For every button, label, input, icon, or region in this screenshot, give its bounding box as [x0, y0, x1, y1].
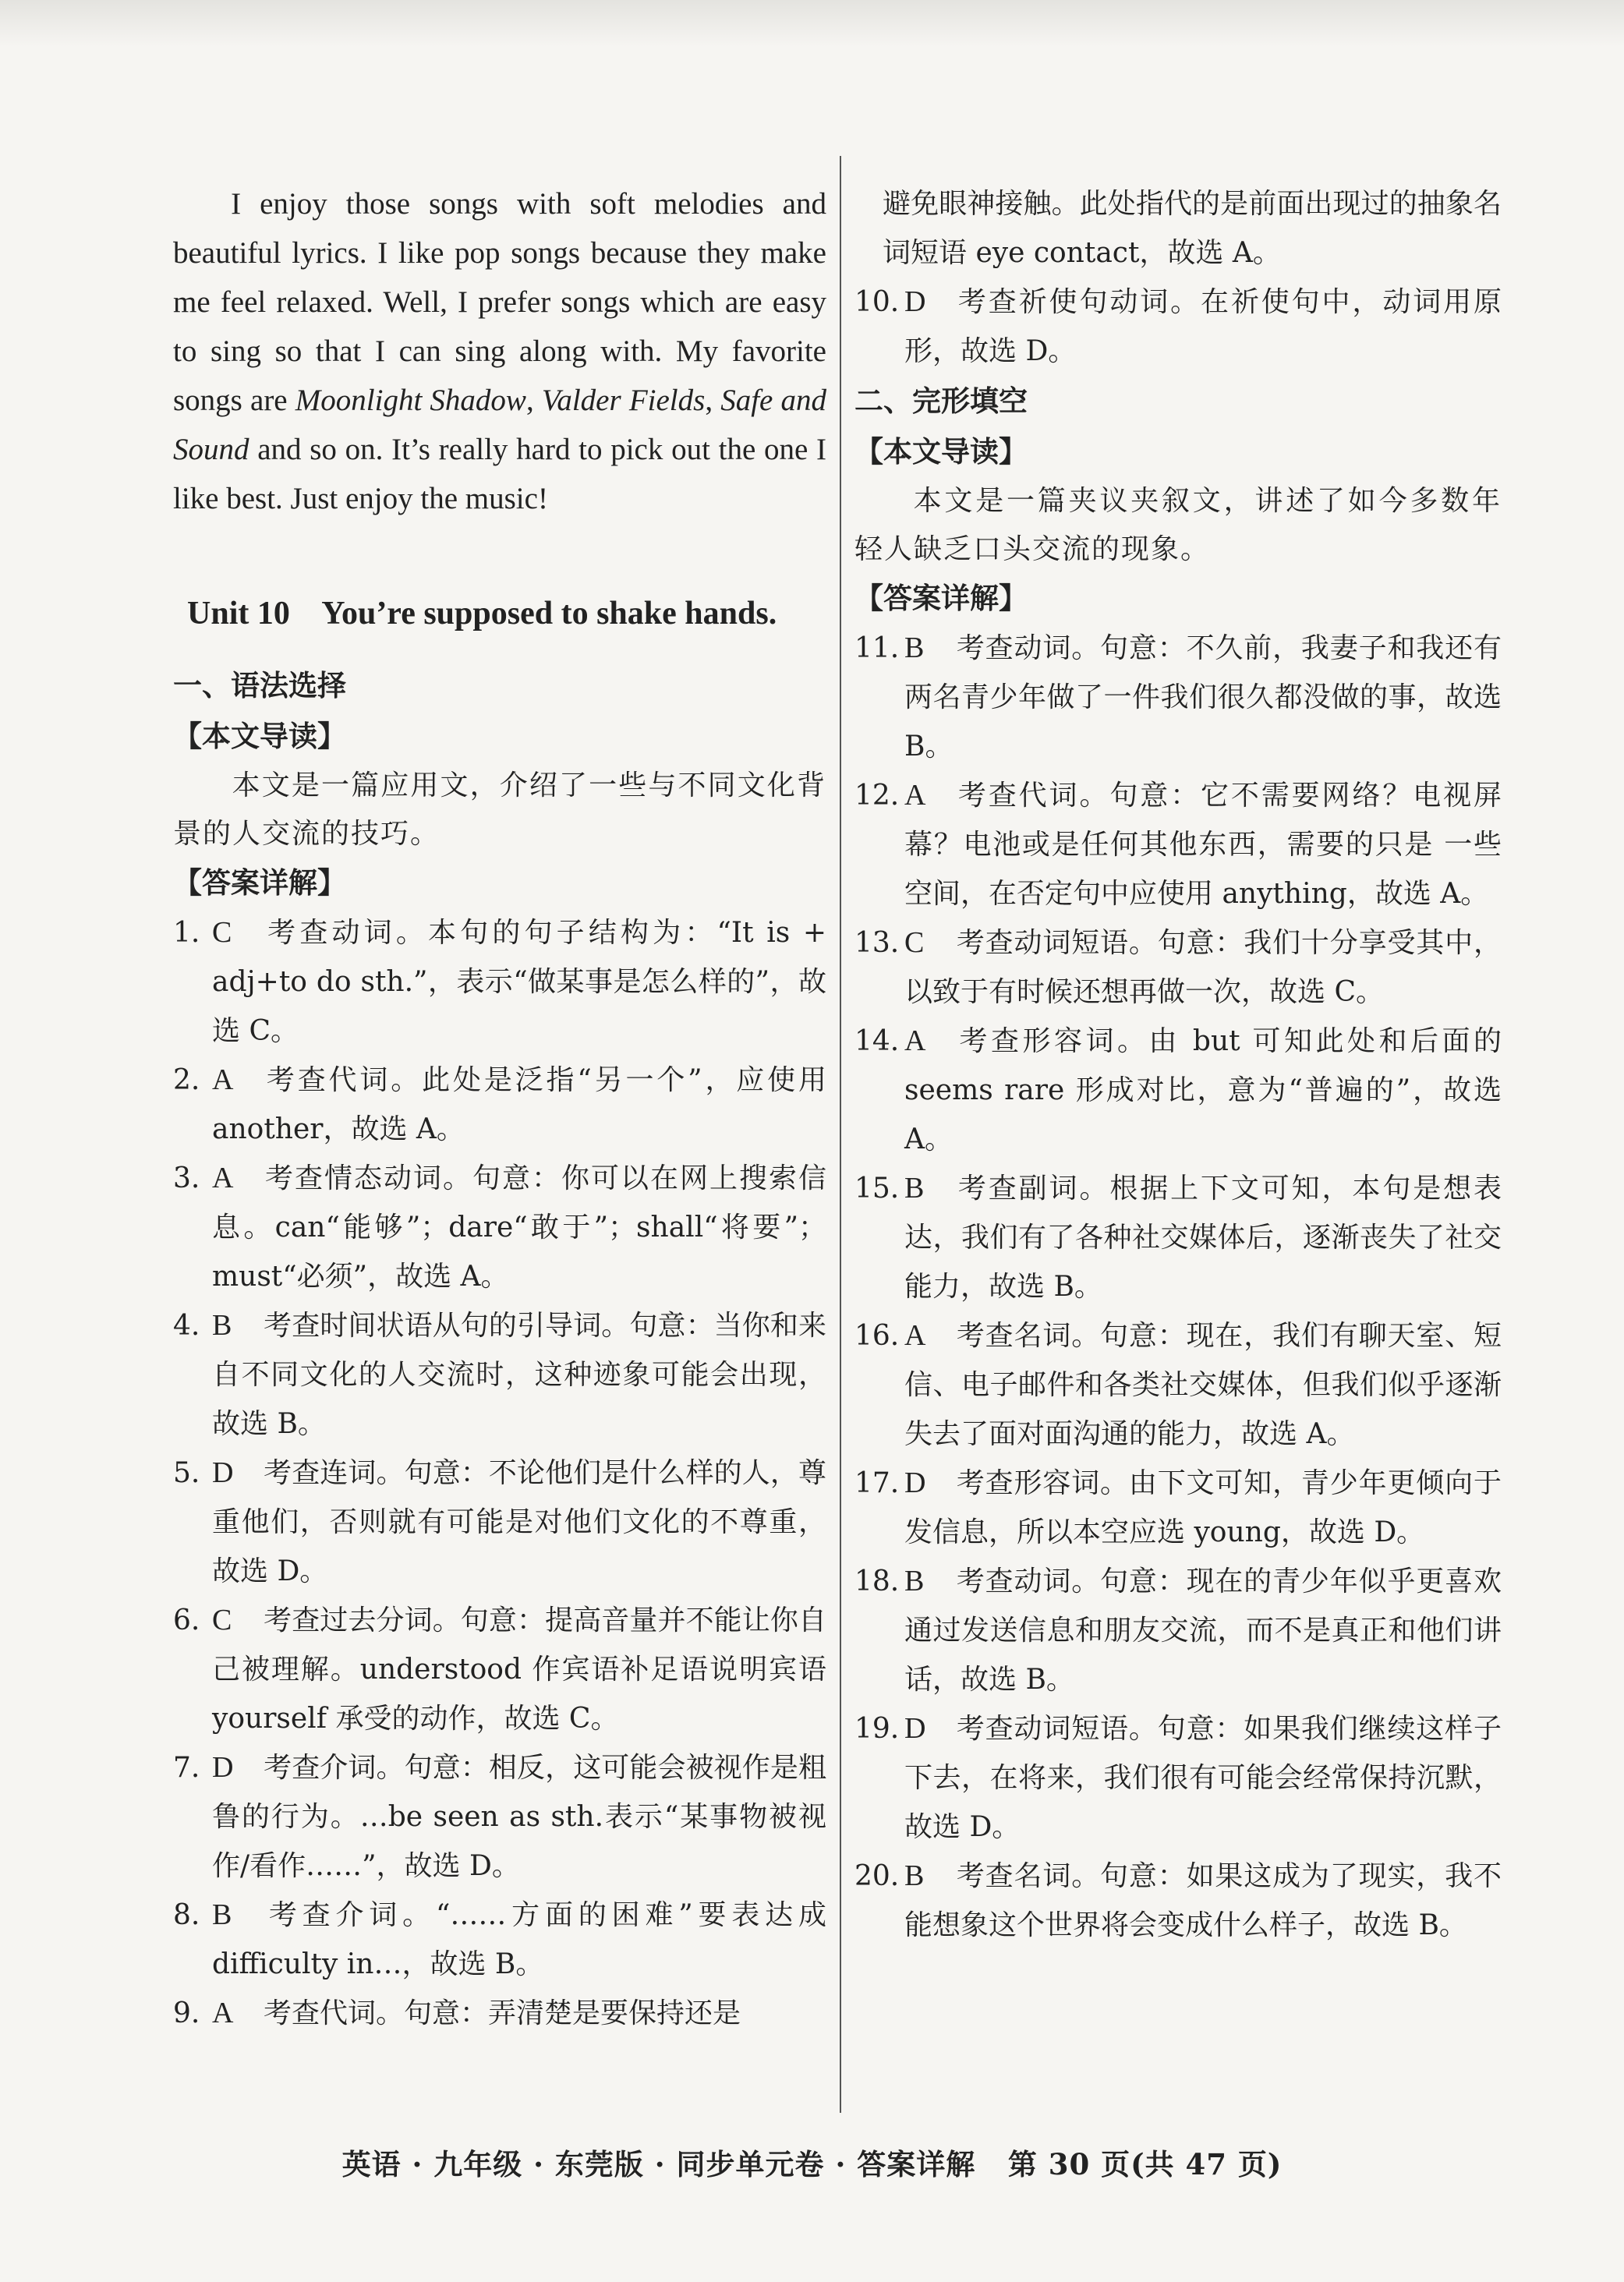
- item-answer: B: [904, 1565, 925, 1597]
- item-number: 11.: [854, 632, 900, 664]
- item-explanation: 考查动词短语。句意：如果我们继续这样子下去，在将来，我们很有可能会经常保持沉默，故选 D。: [904, 1713, 1502, 1843]
- item-explanation: 考查过去分词。句意：提高音量并不能让你自己被理解。understood 作宾语补足语说明宾语 yourself 承受的动作，故选 C。: [212, 1604, 826, 1735]
- item-answer: D: [212, 1751, 234, 1784]
- item-number: 7.: [173, 1752, 200, 1784]
- song-title: Safe and Sound: [173, 384, 827, 466]
- item-number: 17.: [854, 1467, 900, 1499]
- item-answer: B: [904, 632, 925, 664]
- item-answer: A: [212, 1162, 234, 1194]
- answer-item: [173, 1056, 826, 1154]
- item-answer: A: [212, 1063, 234, 1096]
- item-explanation: 考查形容词。由下文可知，青少年更倾向于发信息，所以本空应选 young，故选 D。: [904, 1467, 1502, 1548]
- answer-header: 【答案详解】: [173, 866, 346, 900]
- answer-item: [173, 908, 826, 1056]
- item-number: 20.: [854, 1860, 900, 1892]
- item-explanation: 考查名词。句意：如果这成为了现实，我不能想象这个世界将会变成什么样子，故选 B。: [904, 1860, 1502, 1941]
- answer-item: [173, 1154, 826, 1301]
- item-number: 13.: [854, 927, 900, 959]
- item-answer: A: [904, 1024, 926, 1057]
- guide-header: 【本文导读】: [854, 435, 1028, 469]
- item-explanation: 考查动词。句意：不久前，我妻子和我还有两名青少年做了一件我们很久都没做的事，故选 B。: [904, 632, 1502, 762]
- item-explanation: 考查代词。句意：弄清楚是要保持还是: [264, 1997, 741, 2029]
- answer-item: [854, 278, 1502, 376]
- item-answer: D: [904, 1466, 926, 1499]
- separator: ,: [705, 384, 721, 417]
- item-explanation: 考查动词。本句的句子结构为：“It is + adj+to do sth.”，表示“做某事是怎么样的”，故选 C。: [212, 917, 826, 1047]
- right-column: [854, 179, 1502, 1950]
- item-answer: B: [904, 1172, 925, 1205]
- guide-header: 【本文导读】: [173, 720, 346, 753]
- item-explanation: 考查情态动词。句意：你可以在网上搜索信息。can“能够”；dare“敢于”；shall“将要”；must“必须”，故选 A。: [212, 1162, 826, 1293]
- passage-text: I enjoy those songs with soft melodies and beautiful lyrics. I like pop songs because they make me feel relaxed. Well, I prefer songs which are easy to sing so that I can sing along with. My favorite songs are: [173, 187, 826, 417]
- item-answer: C: [904, 926, 925, 959]
- item-number: 9.: [173, 1997, 200, 2029]
- answer-item: [173, 1743, 826, 1891]
- item-explanation: 考查介词。“……方面的困难”要表达成 difficulty in…，故选 B。: [212, 1899, 826, 1980]
- item-continuation: 避免眼神接触。此处指代的是前面出现过的抽象名词短语 eye contact，故选 A。: [883, 188, 1502, 269]
- answer-item: [854, 1164, 1502, 1311]
- item-explanation: 考查名词。句意：现在，我们有聊天室、短 信、电子邮件和各类社交媒体，但我们似乎逐渐失去了面对面沟通的能力，故选 A。: [904, 1320, 1502, 1450]
- item-number: 4.: [173, 1310, 200, 1342]
- item-number: 12.: [854, 780, 900, 812]
- item-number: 3.: [173, 1162, 200, 1194]
- footer-text: 英语 · 九年级 · 东莞版 · 同步单元卷 · 答案详解 第 30 页(共 47 页): [341, 2147, 1283, 2181]
- item-number: 19.: [854, 1713, 900, 1745]
- item-number: 6.: [173, 1604, 200, 1636]
- passage-paragraph: [173, 179, 826, 523]
- item-answer: A: [904, 779, 926, 812]
- item-answer: A: [212, 1997, 234, 2029]
- item-number: 16.: [854, 1320, 900, 1352]
- item-answer: D: [212, 1456, 234, 1489]
- item-explanation: 考查连词。句意：不论他们是什么样的人，尊重他们，否则就有可能是对他们文化的不尊重，故选 D。: [212, 1457, 826, 1587]
- answer-list: [173, 908, 826, 2038]
- item-answer: A: [904, 1319, 926, 1352]
- item-explanation: 考查动词。句意：现在的青少年似乎更喜欢通过发送信息和朋友交流，而不是真正和他们讲话，故选 B。: [904, 1566, 1502, 1696]
- item-number: 15.: [854, 1173, 900, 1205]
- answer-item: [854, 1557, 1502, 1704]
- guide-text: 本文是一篇夹议夹叙文，讲述了如今多数年轻人缺乏口头交流的现象。: [854, 485, 1502, 565]
- answer-item: [854, 624, 1502, 771]
- answer-item: [854, 1704, 1502, 1852]
- answer-item: [854, 918, 1502, 1017]
- item-explanation: 考查时间状语从句的引导词。句意：当你和来自不同文化的人交流时，这种迹象可能会出现，故选 B。: [212, 1310, 826, 1440]
- item-explanation: 考查动词短语。句意：我们十分享受其中，以致于有时候还想再做一次，故选 C。: [904, 927, 1502, 1008]
- answer-item: [854, 1852, 1502, 1950]
- item-answer: D: [904, 285, 926, 318]
- page-footer: [0, 2141, 1624, 2183]
- item-explanation: 考查祈使句动词。在祈使句中，动词用原形，故选 D。: [904, 286, 1502, 367]
- section-heading: 一、语法选择: [173, 669, 346, 702]
- answer-item: [173, 1301, 826, 1449]
- item-number: 8.: [173, 1899, 200, 1931]
- item-number: 2.: [173, 1064, 200, 1096]
- answer-item: [854, 1017, 1502, 1164]
- answer-list: [854, 624, 1502, 1950]
- answer-item: [854, 1459, 1502, 1557]
- answer-item: [173, 1596, 826, 1743]
- item-number: 5.: [173, 1457, 200, 1489]
- item-number: 14.: [854, 1025, 900, 1057]
- passage-text: and so on. It’s really hard to pick out the one I like best. Just enjoy the music!: [173, 433, 826, 515]
- section-heading: 二、完形填空: [854, 384, 1028, 418]
- song-title: Valder Fields: [541, 384, 706, 417]
- separator: ,: [525, 384, 542, 417]
- item-explanation: 考查副词。根据上下文可知，本句是想表达，我们有了各种社交媒体后，逐渐丧失了社交能力，故选 B。: [904, 1173, 1502, 1303]
- item-explanation: 考查形容词。由 but 可知此处和后面的 seems rare 形成对比，意为“普遍的”，故选 A。: [904, 1025, 1502, 1155]
- item-answer: B: [904, 1859, 925, 1892]
- answer-header: 【答案详解】: [854, 582, 1028, 615]
- left-column: [173, 179, 826, 2038]
- column-divider: [840, 156, 841, 2113]
- answer-item: [854, 1311, 1502, 1459]
- item-answer: D: [904, 1712, 926, 1745]
- item-answer: B: [212, 1898, 232, 1931]
- answer-item: [173, 1891, 826, 1989]
- item-number: 18.: [854, 1566, 900, 1597]
- unit-title: Unit 10 You’re supposed to shake hands.: [187, 596, 777, 632]
- song-title: Moonlight Shadow: [295, 384, 526, 417]
- item-answer: C: [212, 1604, 232, 1636]
- item-explanation: 考查介词。句意：相反，这可能会被视作是粗鲁的行为。…be seen as sth.表示“某事物被视作/看作……”，故选 D。: [212, 1752, 826, 1882]
- answer-item: [173, 1449, 826, 1596]
- scan-edge: [0, 0, 1624, 47]
- item-explanation: 考查代词。句意：它不需要网络？电视屏幕？电池或是任何其他东西，需要的只是 一些空间，在否定句中应使用 anything，故选 A。: [904, 780, 1502, 910]
- guide-text: 本文是一篇应用文，介绍了一些与不同文化背景的人交流的技巧。: [173, 770, 826, 850]
- item-explanation: 考查代词。此处是泛指“另一个”，应使用 another，故选 A。: [212, 1064, 826, 1145]
- item-answer: C: [212, 916, 232, 949]
- item-answer: B: [212, 1309, 232, 1342]
- item-number: 1.: [173, 917, 200, 949]
- answer-item: [854, 771, 1502, 918]
- item-number: 10.: [854, 286, 900, 318]
- answer-item: [173, 1989, 826, 2038]
